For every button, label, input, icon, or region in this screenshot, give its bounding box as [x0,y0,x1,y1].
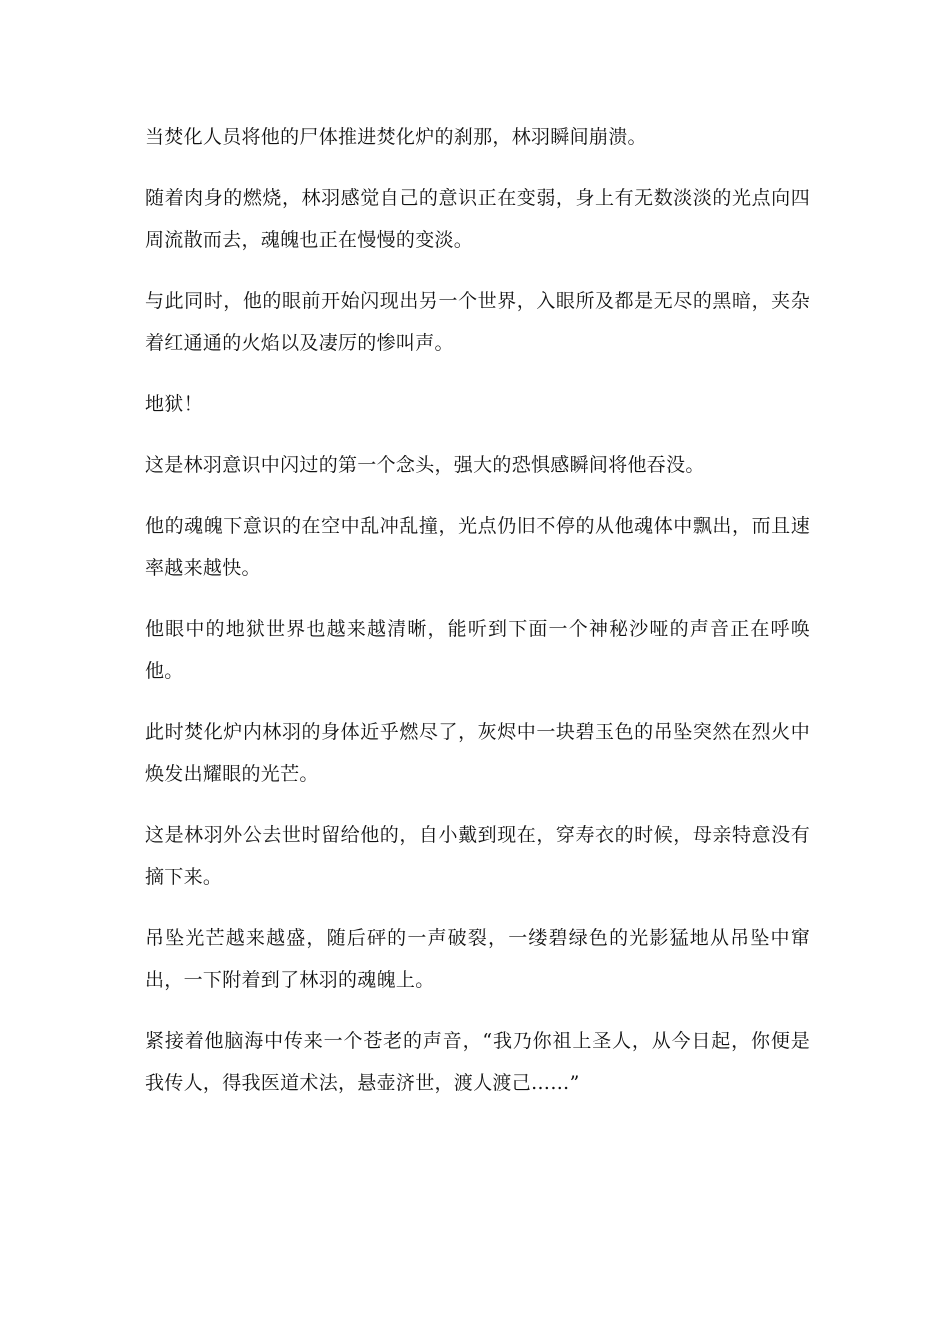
paragraph-8: 此时焚化炉内林羽的身体近乎燃尽了，灰烬中一块碧玉色的吊坠突然在烈火中焕发出耀眼的光芒。 [145,721,810,785]
paragraph-4: 地狱！ [145,393,203,415]
paragraph-11: 紧接着他脑海中传来一个苍老的声音，“我乃你祖上圣人，从今日起，你便是我传人，得我医道术法，悬壶济世，渡人渡己……” [145,1030,810,1094]
paragraph-1: 当焚化人员将他的尸体推进焚化炉的刹那，林羽瞬间崩溃。 [145,126,647,148]
paragraph-6: 他的魂魄下意识的在空中乱冲乱撞，光点仍旧不停的从他魂体中飘出，而且速率越来越快。 [145,515,810,579]
paragraph-9: 这是林羽外公去世时留给他的，自小戴到现在，穿寿衣的时候，母亲特意没有摘下来。 [145,824,810,888]
document-body [145,116,810,1123]
paragraph-7: 他眼中的地狱世界也越来越清晰，能听到下面一个神秘沙哑的声音正在呼唤他。 [145,618,810,682]
paragraph-10: 吊坠光芒越来越盛，随后砰的一声破裂，一缕碧绿色的光影猛地从吊坠中窜出，一下附着到了林羽的魂魄上。 [145,927,810,991]
paragraph-2: 随着肉身的燃烧，林羽感觉自己的意识正在变弱，身上有无数淡淡的光点向四周流散而去，魂魄也正在慢慢的变淡。 [145,187,810,251]
paragraph-5: 这是林羽意识中闪过的第一个念头，强大的恐惧感瞬间将他吞没。 [145,454,705,476]
paragraph-3: 与此同时，他的眼前开始闪现出另一个世界，入眼所及都是无尽的黑暗，夹杂着红通通的火焰以及凄厉的惨叫声。 [145,290,810,354]
